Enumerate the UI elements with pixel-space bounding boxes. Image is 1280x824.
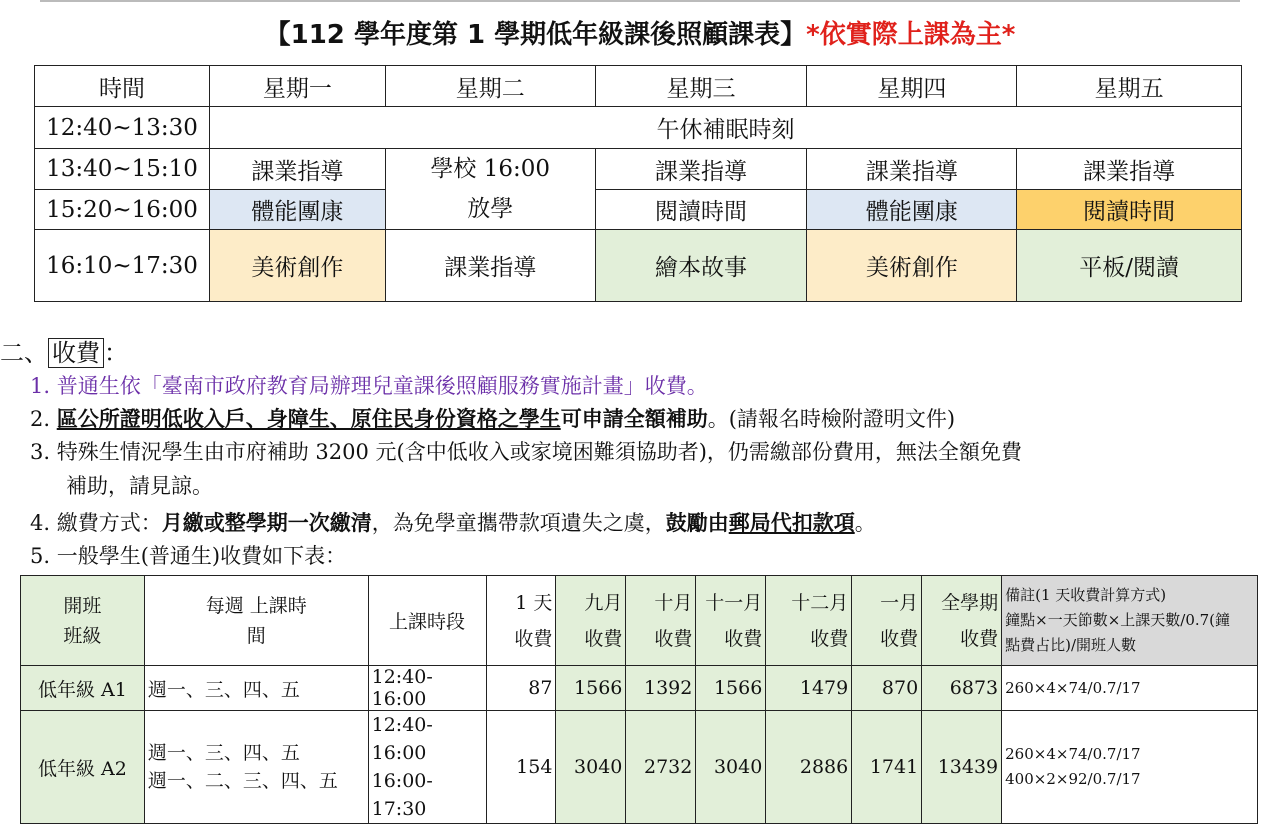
wed-cell: 繪本故事 <box>595 230 807 302</box>
fri-cell: 閱讀時間 <box>1017 190 1242 230</box>
note-line: 400×2×92/0.7/17 <box>1005 770 1141 788</box>
jan-fee-cell: 870 <box>852 666 922 711</box>
header-sem-top: 全學期 <box>941 591 999 614</box>
time-cell: 13:40~15:10 <box>35 149 210 190</box>
oct-fee-cell: 1392 <box>626 666 696 711</box>
note-line-1: 備註(1 天收費計算方式) <box>1005 586 1167 604</box>
nov-fee-cell: 3040 <box>696 711 766 824</box>
header-mon: 星期一 <box>209 66 385 107</box>
period-cell <box>368 711 486 824</box>
header-day1 <box>486 576 556 666</box>
note-cell <box>1002 711 1258 824</box>
class-cell: 低年級 A2 <box>21 711 145 824</box>
header-jan-top: 一月 <box>880 591 919 614</box>
fee-item-2-note: 。(請報名時檢附證明文件) <box>707 407 956 431</box>
weekly-cell <box>144 711 368 824</box>
weekly-line: 週一、二、三、四、五 <box>147 770 338 792</box>
fee-item-2-subsidy: 可申請全額補助 <box>560 406 708 431</box>
header-period: 上課時段 <box>368 576 486 666</box>
fee-table <box>20 575 1258 824</box>
header-fri: 星期五 <box>1017 66 1242 107</box>
fee-item-4-postal: 郵局代扣款項 <box>728 510 855 535</box>
time-cell: 12:40~13:30 <box>35 107 210 149</box>
note-line-2: 鐘點×一天節數×上課天數/0.7(鐘 <box>1005 611 1231 629</box>
wed-cell: 閱讀時間 <box>595 190 807 230</box>
fee-item-4-label: 4. 繳費方式： <box>30 511 162 535</box>
header-sem-bottom: 收費 <box>960 627 999 650</box>
time-cell: 15:20~16:00 <box>35 190 210 230</box>
fee-item-5: 5. 一般學生(普通生)收費如下表： <box>30 544 347 568</box>
thu-cell: 課業指導 <box>807 149 1017 190</box>
header-weekly-text: 每週 上課時間 <box>205 594 307 647</box>
tue-dismissal-cell <box>385 149 595 230</box>
jan-fee-cell: 1741 <box>852 711 922 824</box>
fee-item-4-reason: ，為免學童攜帶款項遺失之虞， <box>371 511 666 535</box>
fee-item-3: 3. 特殊生情況學生由市府補助 3200 元(含中低收入或家境困難須協助者)，仍需繳部份費用，無法全額免費 <box>30 440 1022 464</box>
schedule-table <box>34 65 1242 302</box>
day1-fee-cell: 154 <box>486 711 556 824</box>
mon-cell: 體能團康 <box>209 190 385 230</box>
nov-fee-cell: 1566 <box>696 666 766 711</box>
header-dec <box>766 576 852 666</box>
sep-fee-cell: 1566 <box>556 666 626 711</box>
header-time: 時間 <box>35 66 210 107</box>
header-oct-top: 十月 <box>654 591 693 614</box>
nap-time-cell: 午休補眠時刻 <box>209 107 1241 149</box>
weekly-line: 週一、三、四、五 <box>147 742 300 764</box>
thu-cell: 美術創作 <box>807 230 1017 302</box>
fees-heading-word: 收費 <box>48 338 104 368</box>
dec-fee-cell: 1479 <box>766 666 852 711</box>
fee-row <box>21 666 1258 711</box>
header-jan-bottom: 收費 <box>880 627 919 650</box>
oct-fee-cell: 2732 <box>626 711 696 824</box>
fee-item-4 <box>30 507 876 537</box>
header-nov-top: 十一月 <box>705 591 763 614</box>
schedule-row <box>35 107 1242 149</box>
header-nov-bottom: 收費 <box>724 627 763 650</box>
fee-item-4-end: 。 <box>854 511 876 535</box>
fee-item-4-method: 月繳或整學期一次繳清 <box>161 510 372 535</box>
fees-heading <box>0 333 128 368</box>
fee-item-1: 1. 普通生依「臺南市政府教育局辦理兒童課後照顧服務實施計畫」收費。 <box>30 374 708 398</box>
header-day1-bottom: 收費 <box>514 627 553 650</box>
weekly-cell: 週一、三、四、五 <box>144 666 368 711</box>
header-dec-top: 十二月 <box>791 591 849 614</box>
header-sep-bottom: 收費 <box>584 627 623 650</box>
mon-cell: 美術創作 <box>209 230 385 302</box>
header-nov <box>696 576 766 666</box>
fee-header-row <box>21 576 1258 666</box>
note-line-3: 點費占比)/開班人數 <box>1005 636 1137 654</box>
period-line: 12:40-16:00 <box>371 714 433 764</box>
tue-dismissal-text: 學校 16:00 放學 <box>430 156 551 222</box>
title-note: *依實際上課為主* <box>806 20 1016 50</box>
header-oct <box>626 576 696 666</box>
sep-fee-cell: 3040 <box>556 711 626 824</box>
schedule-header-row <box>35 66 1242 107</box>
header-class <box>21 576 145 666</box>
period-line: 16:00-17:30 <box>371 770 433 820</box>
note-cell: 260×4×74/0.7/17 <box>1002 666 1258 711</box>
header-weekly <box>144 576 368 666</box>
header-class-text: 開班 班級 <box>63 594 102 647</box>
header-wed: 星期三 <box>595 66 807 107</box>
day1-fee-cell: 87 <box>486 666 556 711</box>
header-thu: 星期四 <box>807 66 1017 107</box>
header-day1-top: 1 天 <box>515 591 553 614</box>
note-line: 260×4×74/0.7/17 <box>1005 745 1141 763</box>
header-sep <box>556 576 626 666</box>
schedule-row <box>35 190 1242 230</box>
fee-item-3-cont: 補助，請見諒。 <box>66 474 213 498</box>
fee-item-2-eligible: 區公所證明低收入戶、身障生、原住民身份資格之學生 <box>56 406 561 431</box>
header-oct-bottom: 收費 <box>654 627 693 650</box>
title-main: 【112 學年度第 1 學期低年級課後照顧課表】 <box>264 20 807 50</box>
wed-cell: 課業指導 <box>595 149 807 190</box>
mon-cell: 課業指導 <box>209 149 385 190</box>
dec-fee-cell: 2886 <box>766 711 852 824</box>
fees-heading-suffix: ： <box>104 339 128 367</box>
fee-item-4-encourage: 鼓勵由 <box>665 510 729 535</box>
period-cell: 12:40-16:00 <box>368 666 486 711</box>
header-note <box>1002 576 1258 666</box>
class-cell: 低年級 A1 <box>21 666 145 711</box>
fee-row <box>21 711 1258 824</box>
tue-cell: 課業指導 <box>385 230 595 302</box>
header-dec-bottom: 收費 <box>810 627 849 650</box>
top-border-line <box>40 0 1240 2</box>
semester-fee-cell: 13439 <box>922 711 1002 824</box>
fri-cell: 平板/閱讀 <box>1017 230 1242 302</box>
semester-fee-cell: 6873 <box>922 666 1002 711</box>
fees-heading-prefix: 二、 <box>0 339 48 367</box>
fri-cell: 課業指導 <box>1017 149 1242 190</box>
fee-item-2-number: 2. <box>30 407 57 431</box>
header-jan <box>852 576 922 666</box>
time-cell: 16:10~17:30 <box>35 230 210 302</box>
schedule-row <box>35 230 1242 302</box>
schedule-row <box>35 149 1242 190</box>
thu-cell: 體能團康 <box>807 190 1017 230</box>
header-tue: 星期二 <box>385 66 595 107</box>
header-sep-top: 九月 <box>584 591 623 614</box>
header-semester <box>922 576 1002 666</box>
page-title <box>0 14 1280 51</box>
fee-item-2 <box>30 403 955 433</box>
